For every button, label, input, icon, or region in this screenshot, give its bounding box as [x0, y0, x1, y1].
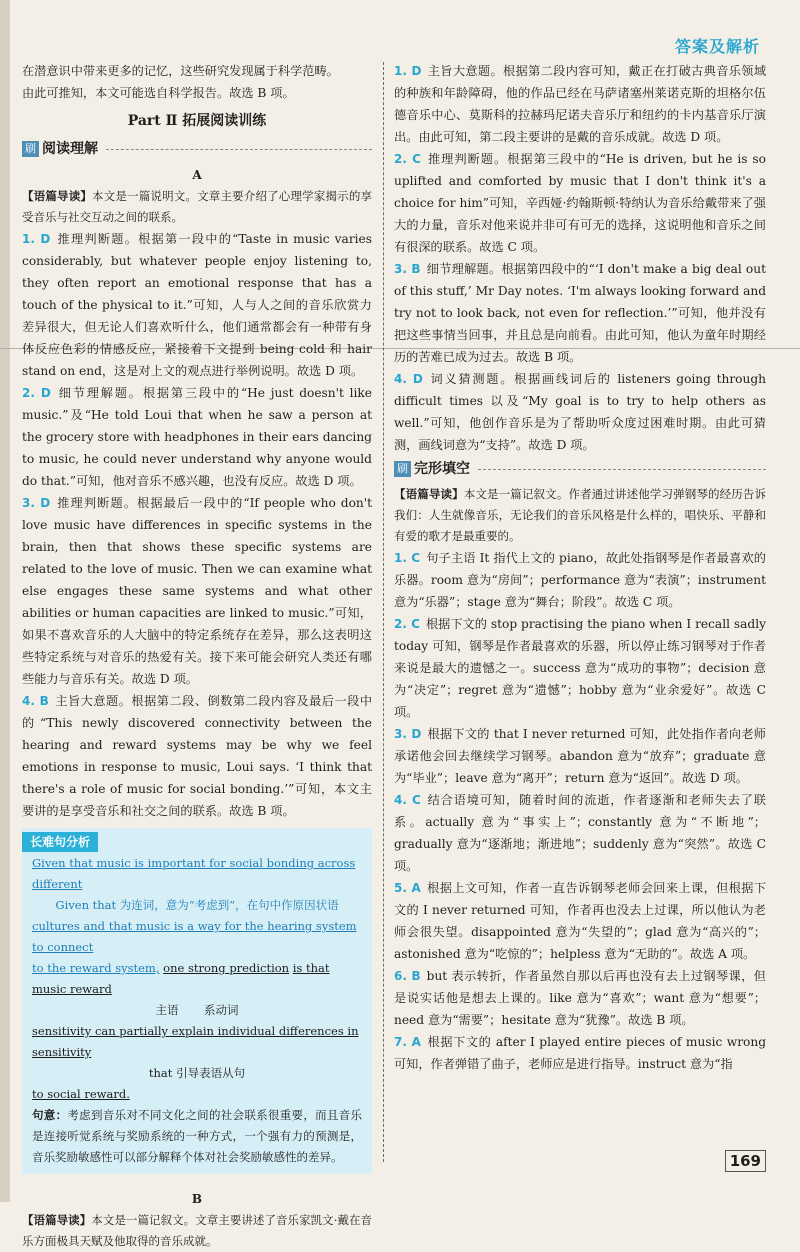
right-column: [394, 60, 766, 1075]
analysis-note: that 引导表语从句: [148, 1066, 246, 1080]
analysis-line: Given that music is important for social bonding across different: [32, 856, 356, 891]
passage-letter: A: [192, 168, 202, 182]
answer-text: 根据下文的 stop practising the piano when I recall sadly today 可知，钢琴是作者最喜欢的乐器，所以停止练习钢琴对于作者来说是最大的遗憾之一。success 意为“成功的事物”；decision 意为“决定”；regret 意为“遗憾”；hobby 意为“业余爱好”。故选 C 项。: [394, 617, 766, 719]
answer-number: 3. D: [22, 496, 51, 510]
answer-item: [394, 789, 766, 877]
sentence-analysis-box: [22, 828, 372, 1174]
part-title: Part Ⅱ 拓展阅读训练: [127, 113, 267, 129]
analysis-line: [32, 958, 362, 1000]
analysis-fragment: to the reward system,: [32, 961, 160, 975]
answer-text: 根据上文可知，作者一直告诉钢琴老师会回来上课，但根据下文的 I never returned 可知，作者再也没去上过课，所以他认为老师会很失望。disappointed 意为“失望的”；glad 意为“高兴的”；astonished 意为“吃惊的”；helpless 意为“无助的”。故选 A 项。: [394, 881, 767, 961]
answer-text: 句子主语 It 指代上文的 piano，故此处指钢琴是作者最喜欢的乐器。room 意为“房间”；performance 意为“表演”；instrument 意为“乐器”；stage 意为“舞台；阶段”。故选 C 项。: [394, 551, 766, 609]
section-tag: 刷: [394, 461, 411, 477]
answer-number: 4. C: [394, 793, 421, 807]
answer-text: 根据下文的 after I played entire pieces of music wrong 可知，作者弹错了曲子，老师应是进行指导。instruct 意为“指: [394, 1035, 767, 1071]
analysis-line: to social reward.: [32, 1087, 130, 1101]
answer-item: [394, 368, 766, 456]
answer-text: but 表示转折，作者虽然自那以后再也没有去上过钢琴课，但是说实话他是想去上课的。like 意为“喜欢”；want 意为“想要”；need 意为“需要”；hesitate 意为“犹豫”。故选 B 项。: [394, 969, 766, 1027]
column-divider: [383, 62, 385, 1162]
answer-number: 4. B: [22, 694, 49, 708]
answer-number: 7. A: [394, 1035, 421, 1049]
answer-text: 推理判断题。根据最后一段中的“If people who don't love music have differences in specific systems in the brain, then that shows these specific systems are related to the love of music. Then we can examine what else engages these same systems and what other abilities or human capacities are linked to music.”可知，如果不喜欢音乐的人大脑中的特定系统存在差异，那么这表明这些特定系统与对音乐的热爱有关。接下来可能会研究人类还有哪些能力与音乐有关。故选 D 项。: [22, 496, 373, 686]
answer-text: 细节理解题。根据第三段中的“He just doesn't like music.”及“He told Loui that when he saw a person at the grocery store with headphones in their ears dancing to music, he could never understand why anyone would do that.”可知，他对音乐不感兴趣，也没有反应。故选 D 项。: [22, 386, 373, 488]
answer-item: [22, 228, 372, 382]
answer-number: 3. D: [394, 727, 422, 741]
intro-line: 在潜意识中带来更多的记忆，这些研究发现属于科学范畴。: [22, 64, 339, 78]
analysis-subject: one strong prediction: [163, 961, 290, 975]
analysis-note: Given that 为连词，意为“考虑到”，在句中作原因状语: [55, 898, 339, 912]
passage-guide: [22, 1210, 372, 1252]
section-tag: 刷: [22, 141, 39, 157]
answer-number: 1. D: [394, 64, 422, 78]
answer-item: [22, 690, 372, 822]
answer-item: [22, 492, 372, 690]
analysis-note: 主语 系动词: [155, 1003, 239, 1017]
answer-number: 2. C: [394, 152, 421, 166]
answer-text: 推理判断题。根据第一段中的“Taste in music varies considerably, but whatever people enjoy listening to, they often report an emotional response that has a touch of the physical to it.”可知，人与人之间的音乐欣赏力差异很大，但无论人们喜欢听什么，他们通常都会有一种带有身体反应色彩的情感反应，紧接着下文提到 being cold 和 hair stand on end，这是对上文的观点进行举例说明。故选 D 项。: [22, 232, 373, 378]
answer-item: [394, 723, 766, 789]
passage-guide: [394, 484, 766, 547]
analysis-translation: [32, 1105, 362, 1168]
intro-line: 由此可推知，本文可能选自科学报告。故选 B 项。: [22, 86, 295, 100]
guide-label: 【语篇导读】: [394, 487, 464, 501]
answer-item: [394, 547, 766, 613]
answer-number: 1. C: [394, 551, 421, 565]
answer-item: [394, 258, 766, 368]
guide-text: 本文是一篇记叙文。文章主要讲述了音乐家凯文·戴在音乐方面极具天赋及他取得的音乐成就。: [22, 1213, 373, 1248]
section-title: 阅读理解: [42, 141, 98, 157]
left-column: [22, 60, 372, 1252]
answer-text: 词义猜测题。根据画线词后的 listeners going through difficult times 以及“My goal is to try to help others as well.”可知，他创作音乐是为了帮助听众度过困难时期。由此可猜测，画线词意为“支持”。故选 D 项。: [394, 372, 766, 452]
answer-item: [394, 613, 766, 723]
analysis-line: sensitivity can partially explain individual differences in sensitivity: [32, 1024, 359, 1059]
answer-number: 3. B: [394, 262, 421, 276]
answer-text: 根据下文的 that I never returned 可知，此处指作者向老师承诺他会回去继续学习钢琴。abandon 意为“放弃”；graduate 意为“毕业”；leave 意为“离开”；return 意为“返回”。故选 D 项。: [394, 727, 766, 785]
guide-label: 【语篇导读】: [22, 189, 93, 203]
answer-text: 推理判断题。根据第三段中的“He is driven, but he is so uplifted and comforted by music that I don't think it's a choice for him”可知，辛西娅·约翰斯顿·特纳认为音乐给戴带来了强大的力量，音乐对他来说并非可有可无的选择，这说明他和音乐之间有很深的联系。故选 C 项。: [394, 152, 766, 254]
passage-guide: [22, 186, 372, 228]
analysis-line: cultures and that music is a way for the hearing system to connect: [32, 919, 357, 954]
answer-text: 主旨大意题。根据第二段、倒数第二段内容及最后一段中的“This newly discovered connectivity between the hearing and reward systems may be why we feel emotions in response to music, Loui says. ‘I think that there's a role of music for social bonding.’”可知，本文主要讲的是享受音乐和社交之间的联系。故选 B 项。: [22, 694, 373, 818]
running-head: 答案及解析: [674, 37, 760, 56]
section-head-cloze: [394, 458, 766, 480]
answer-text: 结合语境可知，随着时间的流逝，作者逐渐和老师失去了联系。actually 意为“事实上”；constantly 意为“不断地”；gradually 意为“逐渐地；渐进地”；suddenly 意为“突然”。故选 C 项。: [394, 793, 766, 873]
answer-text: 主旨大意题。根据第二段内容可知，戴正在打破古典音乐领域的种族和年龄障碍，他的作品已经在马萨诸塞州莱诺克斯的坦格尔伍德音乐中心、莫斯科的拉赫玛尼诺夫音乐厅和纽约的卡内基音乐厅演出。由此可知，第二段主要讲的是戴的音乐成就。故选 D 项。: [394, 64, 767, 144]
answer-number: 4. D: [394, 372, 423, 386]
guide-text: 本文是一篇说明文。文章主要介绍了心理学家揭示的享受音乐与社交互动之间的联系。: [22, 189, 373, 224]
answer-item: [394, 1031, 766, 1075]
answer-text: 细节理解题。根据第四段中的“‘I don't make a big deal out of this stuff,’ Mr Day notes. ‘I'm always looking forward and try not to look back, not even for reflection.’”可知，他并没有把这些事情当回事，并且总是向前看。由此可知，他认为童年时期经历的苦难已成为过去。故选 B 项。: [394, 262, 766, 364]
answer-number: 5. A: [394, 881, 421, 895]
answer-item: [394, 148, 766, 258]
answer-item: [394, 877, 766, 965]
answer-item: [394, 60, 766, 148]
answer-item: [394, 965, 766, 1031]
page-edge: [0, 0, 10, 1202]
analysis-title: 长难句分析: [22, 832, 98, 852]
translation-text: 考虑到音乐对不同文化之间的社会联系很重要，而且音乐是连接听觉系统与奖励系统的一种方式，一个强有力的预测是，音乐奖励敏感性可以部分解释个体对社会奖励敏感性的差异。: [32, 1108, 362, 1164]
answer-number: 1. D: [22, 232, 51, 246]
translation-label: 句意：: [32, 1108, 68, 1122]
guide-text: 本文是一篇记叙文。作者通过讲述他学习弹钢琴的经历告诉我们：人生就像音乐，无论我们的音乐风格是什么样的，唱快乐、平静和有爱的歌才是最重要的。: [394, 487, 767, 543]
section-rule: [478, 468, 766, 470]
analysis-fragment: is that music reward: [32, 961, 330, 996]
answer-number: 2. C: [394, 617, 420, 631]
answer-item: [22, 382, 372, 492]
spacer: [22, 1174, 372, 1188]
page-number: 169: [725, 1150, 766, 1172]
section-rule: [106, 148, 372, 150]
passage-letter: B: [191, 1192, 203, 1206]
answer-number: 2. D: [22, 386, 51, 400]
section-title: 完形填空: [414, 461, 470, 477]
section-head-reading: [22, 138, 372, 160]
answer-number: 6. B: [394, 969, 421, 983]
guide-label: 【语篇导读】: [22, 1213, 92, 1227]
